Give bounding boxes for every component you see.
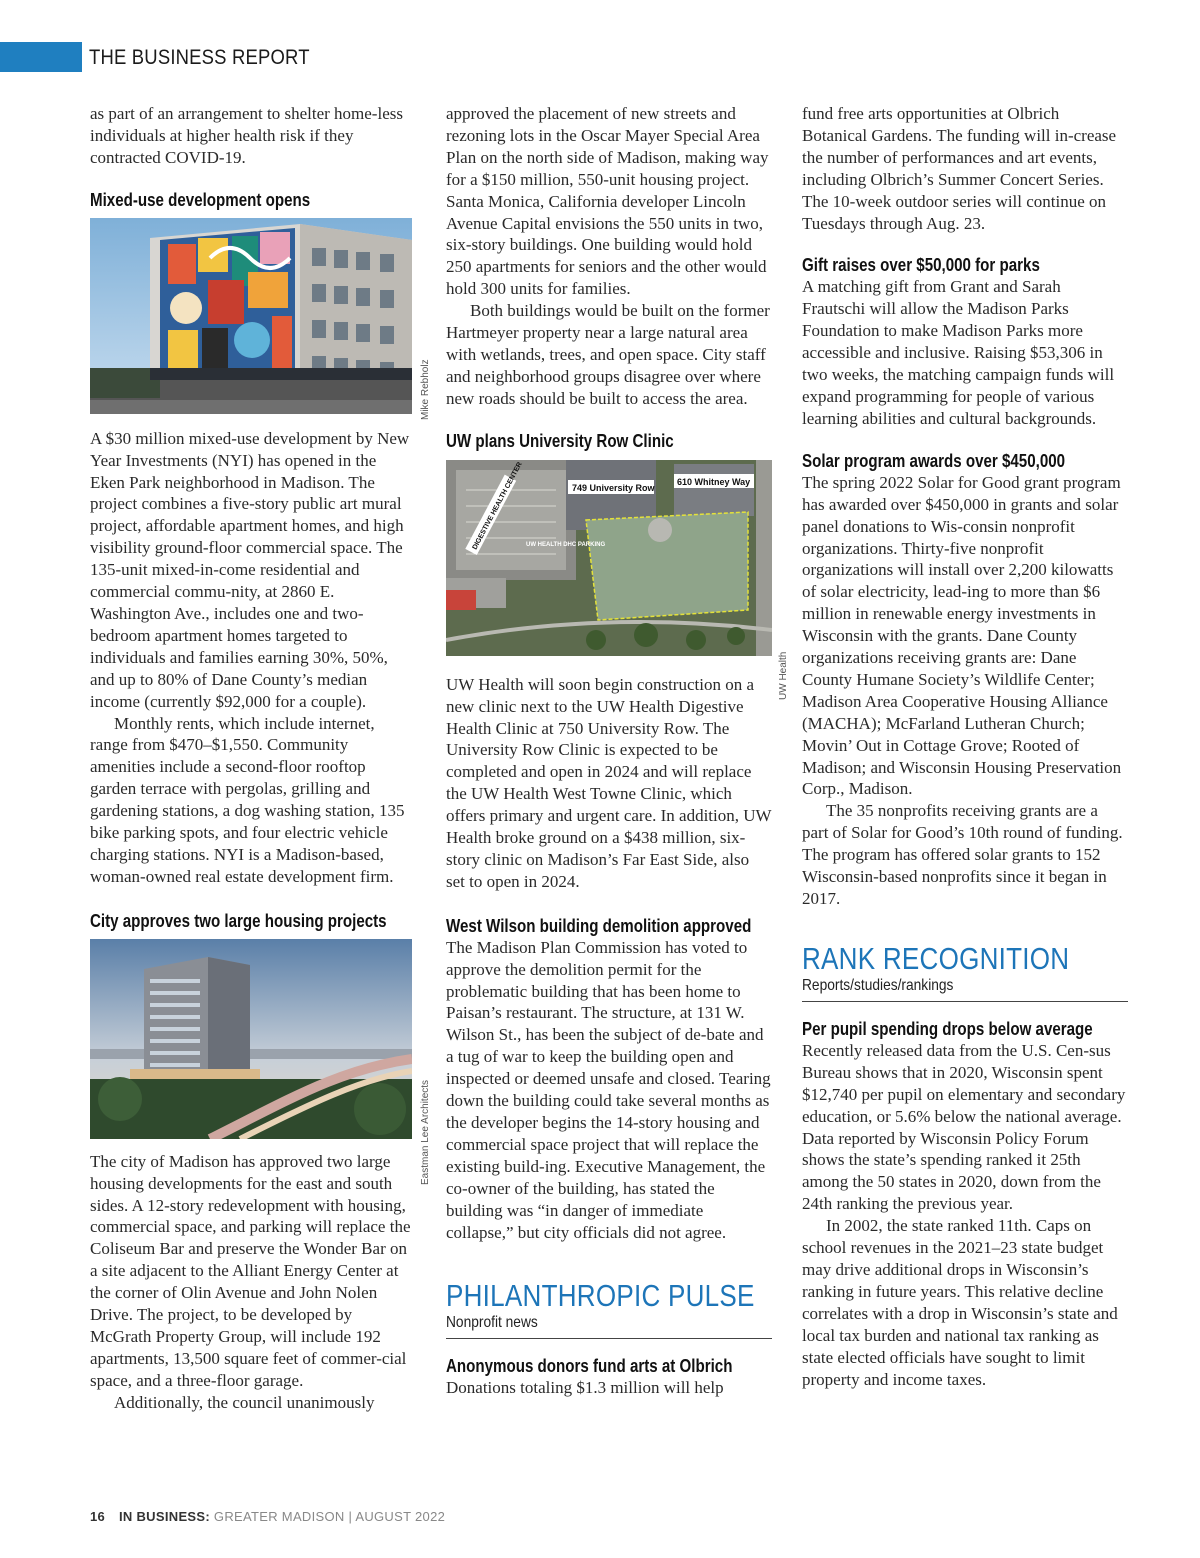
article-heading: UW plans University Row Clinic bbox=[446, 430, 674, 451]
body-paragraph: Both buildings would be built on the former Hartmeyer property near a large natural area with wetlands, trees, and open space. City staff and neighborhood groups disagree over where new roads should be built to access the area. bbox=[446, 301, 770, 408]
section-block-philanthropic-pulse bbox=[446, 1279, 772, 1339]
mural-building-image bbox=[90, 218, 412, 414]
body-paragraph: as part of an arrangement to shelter home-less individuals at higher health risk if they contracted COVID-19. bbox=[90, 104, 403, 167]
article-heading: Mixed-use development opens bbox=[90, 189, 311, 210]
section-title: THE BUSINESS REPORT bbox=[89, 46, 310, 69]
photo-credit: Mike Rebholz bbox=[420, 359, 431, 420]
photo-housing-render bbox=[90, 939, 416, 1139]
body-paragraph: Monthly rents, which include internet, range from $470–$1,550. Community amenities include a second-floor rooftop garden terrace with pergolas, grilling and gardening stations, a dog washing station, 135 bike parking spots, and four electric vehicle charging stations. NYI is a Madison-based, woman-owned real estate development firm. bbox=[90, 713, 405, 886]
column-3 bbox=[802, 103, 1128, 1390]
clinic-aerial-map bbox=[446, 460, 772, 656]
header-accent-bar bbox=[0, 42, 82, 72]
body-paragraph: Donations totaling $1.3 million will help bbox=[446, 1378, 724, 1398]
section-subtitle: Reports/studies/rankings bbox=[802, 976, 954, 994]
body-paragraph: A matching gift from Grant and Sarah Frautschi will allow the Madison Parks Foundation to make Madison Parks more accessible and inclusive. Raising $53,306 in two weeks, the matching campaign funds will expand programming for people of various learning abilities and cultural backgrounds. bbox=[802, 277, 1115, 428]
column-2 bbox=[446, 103, 772, 1399]
magazine-name: IN BUSINESS: bbox=[118, 1509, 210, 1524]
map-label-dhc-parking: UW HEALTH DHC PARKING bbox=[526, 541, 606, 548]
body-paragraph: The Madison Plan Commission has voted to approve the demolition permit for the problematic building that has been home to Paisan’s restaurant. The structure, at 131 W. Wilson St., has been the subject of de-bate and a tug of war to keep the building open and inspected or deemed unsafe and closed. Tearing down the building could take several months as the developer begins the 14-story housing and commercial space project that will replace the existing build-ing. Executive Management, the co-owner of the building, has stated the building was “in danger of immediate collapse,” but city officials did not agree. bbox=[446, 937, 771, 1242]
body-paragraph: Additionally, the council unanimously bbox=[114, 1392, 375, 1412]
article-heading: Per pupil spending drops below average bbox=[802, 1018, 1093, 1039]
article-heading: Anonymous donors fund arts at Olbrich bbox=[446, 1356, 733, 1377]
photo-clinic-aerial bbox=[446, 460, 772, 656]
article-heading: Gift raises over $50,000 for parks bbox=[802, 255, 1040, 276]
section-subtitle: Nonprofit news bbox=[446, 1314, 538, 1332]
body-paragraph: fund free arts opportunities at Olbrich Botanical Gardens. The funding will in-crease the number of performances and art events, including Olbrich’s Summer Concert Series. The 10-week outdoor series will continue on Tuesdays through Aug. 23. bbox=[802, 104, 1117, 233]
body-paragraph: In 2002, the state ranked 11th. Caps on school revenues in the 2021–23 state budget may drive additional drops in Wisconsin’s ranking in future years. This relative decline correlates with a drop in Wisconsin’s state and local tax burden and national tax ranking as state elected officials have sought to limit property and income taxes. bbox=[802, 1216, 1118, 1389]
section-heading: PHILANTHROPIC PULSE bbox=[446, 1278, 755, 1314]
photo-mural-building bbox=[90, 218, 416, 414]
body-paragraph: approved the placement of new streets and rezoning lots in the Oscar Mayer Special Area Plan on the north side of Madison, making way for a $150 million, 550-unit housing project. Santa Monica, California developer Lincoln Avenue Capital envisions the 550 units in two, six-story buildings. One building would hold 250 apartments for seniors and the other would hold 300 units for families. bbox=[446, 104, 769, 299]
article-heading: Solar program awards over $450,000 bbox=[802, 450, 1066, 471]
body-paragraph: Recently released data from the U.S. Cen-sus Bureau shows that in 2020, Wisconsin spent $12,740 per pupil on elementary and secondary education, or 5.6% below the national average. Data reported by Wisconsin Policy Forum shows the state’s spending ranked it 25th among the 50 states in 2020, down from the 24th ranking the previous year. bbox=[802, 1040, 1126, 1214]
article-heading: West Wilson building demolition approved bbox=[446, 915, 752, 936]
map-label-610-whitney-way: 610 Whitney Way bbox=[677, 476, 751, 487]
edition-line: GREATER MADISON | AUGUST 2022 bbox=[213, 1509, 446, 1524]
photo-credit: UW Health bbox=[778, 651, 789, 700]
page-footer bbox=[90, 1509, 445, 1524]
body-paragraph: The city of Madison has approved two large housing developments for the east and south sides. A 12-story redevelopment with housing, commercial space, and parking will replace the Coliseum Bar and preserve the Wonder Bar on a site adjacent to the Alliant Energy Center at the corner of Olin Avenue and John Nolen Drive. The project, to be developed by McGrath Property Group, will include 192 apartments, 13,500 square feet of commer-cial space, and a three-floor garage. bbox=[90, 1151, 411, 1390]
body-paragraph: The 35 nonprofits receiving grants are a part of Solar for Good’s 10th round of funding. The program has offered solar grants to 152 Wisconsin-based nonprofits since it began in 2017. bbox=[802, 801, 1123, 908]
housing-rendering-image bbox=[90, 939, 412, 1139]
body-paragraph: UW Health will soon begin construction on a new clinic next to the UW Health Digestive Health Clinic at 750 University Row. The University Row Clinic is expected to be completed and open in 2024 and will replace the UW Health West Towne Clinic, which offers primary and urgent care. In addition, UW Health broke ground on a $438 million, six-story clinic on Madison’s Far East Side, also set to open in 2024. bbox=[446, 674, 772, 891]
map-label-749-university-row: 749 University Row bbox=[572, 482, 655, 493]
section-block-rank-recognition bbox=[802, 942, 1128, 1002]
map-label-digestive-health-center: DIGESTIVE HEALTH CENTER bbox=[471, 460, 524, 551]
column-1 bbox=[90, 103, 412, 1414]
body-paragraph: A $30 million mixed-use development by New Year Investments (NYI) has opened in the Eken Park neighborhood in Madison. The project combines a five-story public art mural project, affordable apartment homes, and high visibility ground-floor commercial space. The 135-unit mixed-in-come residential and commercial commu-nity, at 2860 E. Washington Ave., includes one and two-bedroom apartment homes targeted to individuals and families earning 30%, 50%, and up to 80% of Dane County’s median income (currently $92,000 for a couple). bbox=[90, 428, 410, 711]
section-divider bbox=[446, 1338, 772, 1339]
section-divider bbox=[802, 1001, 1128, 1002]
section-heading: RANK RECOGNITION bbox=[802, 940, 1070, 976]
article-heading: City approves two large housing projects bbox=[90, 910, 387, 931]
photo-credit: Eastman Lee Architects bbox=[420, 1079, 431, 1185]
page-number: 16 bbox=[90, 1509, 106, 1524]
body-paragraph: The spring 2022 Solar for Good grant program has awarded over $450,000 in grants and solar panel donations to Wis-consin nonprofit organizations. Thirty-five nonprofit organizations will install over 2,200 kilowatts of solar electricity, lead-ing to more than $6 million in renewable energy investments in Wisconsin with the grants. Dane County organizations receiving grants are: Dane County Humane Society’s Wildlife Center; Madison Area Cooperative Housing Alliance (MACHA); McFarland Lutheran Church; Movin’ Out in Cottage Grove; Rooted of Madison; and Wisconsin Housing Preservation Corp., Madison. bbox=[802, 472, 1122, 799]
